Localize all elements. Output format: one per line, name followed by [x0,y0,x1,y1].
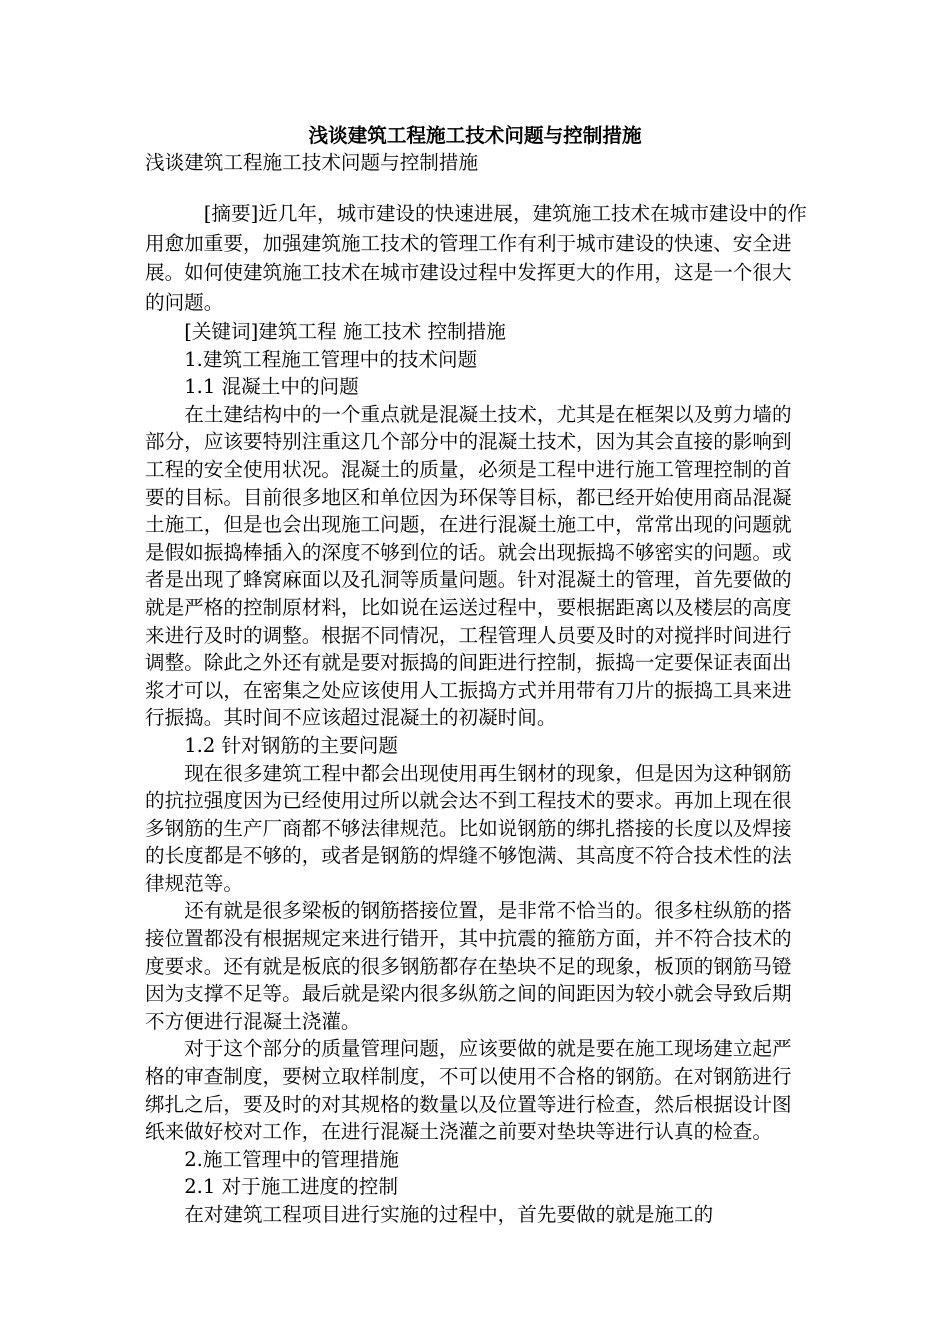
document-title: 浅谈建筑工程施工技术问题与控制措施 [308,124,642,147]
section-heading-2: 2.施工管理中的管理措施 [184,1147,399,1171]
section-heading-1: 1.建筑工程施工管理中的技术问题 [184,347,478,371]
paragraph-1-2-b: 还有就是很多梁板的钢筋搭接位置，是非常不恰当的。很多柱纵筋的搭接位置都没有根据规定来进行错开，其中抗震的箍筋方面，并不符合技术的度要求。还有就是板底的很多钢筋都存在垫块不足的现象，板顶的钢筋马镫因为支撑不足等。最后就是梁内很多纵筋之间的间距因为较小就会导致后期不方便进行混凝土浇灌。 [145,899,792,1033]
section-heading-1-2: 1.2 针对钢筋的主要问题 [184,733,398,757]
paragraph-1-1: 在土建结构中的一个重点就是混凝土技术，尤其是在框架以及剪力墙的部分，应该要特别注重这几个部分中的混凝土技术，因为其会直接的影响到工程的安全使用状况。混凝土的质量，必须是工程中进行施工管理控制的首要的目标。目前很多地区和单位因为环保等目标，都已经开始使用商品混凝土施工，但是也会出现施工问题，在进行混凝土施工中，常常出现的问题就是假如振捣棒插入的深度不够到位的话。就会出现振捣不够密实的问题。或者是出现了蜂窝麻面以及孔洞等质量问题。针对混凝土的管理，首先要做的就是严格的控制原材料，比如说在运送过程中，要根据距离以及楼层的高度来进行及时的调整。根据不同情况，工程管理人员要及时的对搅拌时间进行调整。除此之外还有就是要对振捣的间距进行控制，振捣一定要保证表面出浆才可以，在密集之处应该使用人工振捣方式并用带有刀片的振捣工具来进行振捣。其时间不应该超过混凝土的初凝时间。 [145,402,792,730]
abstract-paragraph: [摘要]近几年，城市建设的快速进展，建筑施工技术在城市建设中的作用愈加重要，加强建筑施工技术的管理工作有利于城市建设的快速、安全进展。如何使建筑施工技术在城市建设过程中发挥更大的作用，这是一个很大的问题。 [145,202,807,314]
document-subtitle: 浅谈建筑工程施工技术问题与控制措施 [145,151,479,174]
paragraph-1-2-c: 对于这个部分的质量管理问题，应该要做的就是要在施工现场建立起严格的审查制度，要树立取样制度，不可以使用不合格的钢筋。在对钢筋进行绑扎之后，要及时的对其规格的数量以及位置等进行检查，然后根据设计图纸来做好校对工作，在进行混凝土浇灌之前要对垫块等进行认真的检查。 [145,1037,792,1144]
paragraph-1-2-a: 现在很多建筑工程中都会出现使用再生钢材的现象，但是因为这种钢筋的抗拉强度因为已经使用过所以就会达不到工程技术的要求。再加上现在很多钢筋的生产厂商都不够法律规范。比如说钢筋的绑扎搭接的长度以及焊接的长度都是不够的，或者是钢筋的焊缝不够饱满、其高度不符合技术性的法律规范等。 [145,761,792,895]
keywords-line: [关键词]建筑工程 施工技术 控制措施 [184,320,506,343]
paragraph-2-1: 在对建筑工程项目进行实施的过程中，首先要做的就是施工的 [184,1203,714,1226]
section-heading-1-1: 1.1 混凝土中的问题 [184,375,359,399]
section-heading-2-1: 2.1 对于施工进度的控制 [184,1175,398,1199]
document-body [145,318,810,1229]
